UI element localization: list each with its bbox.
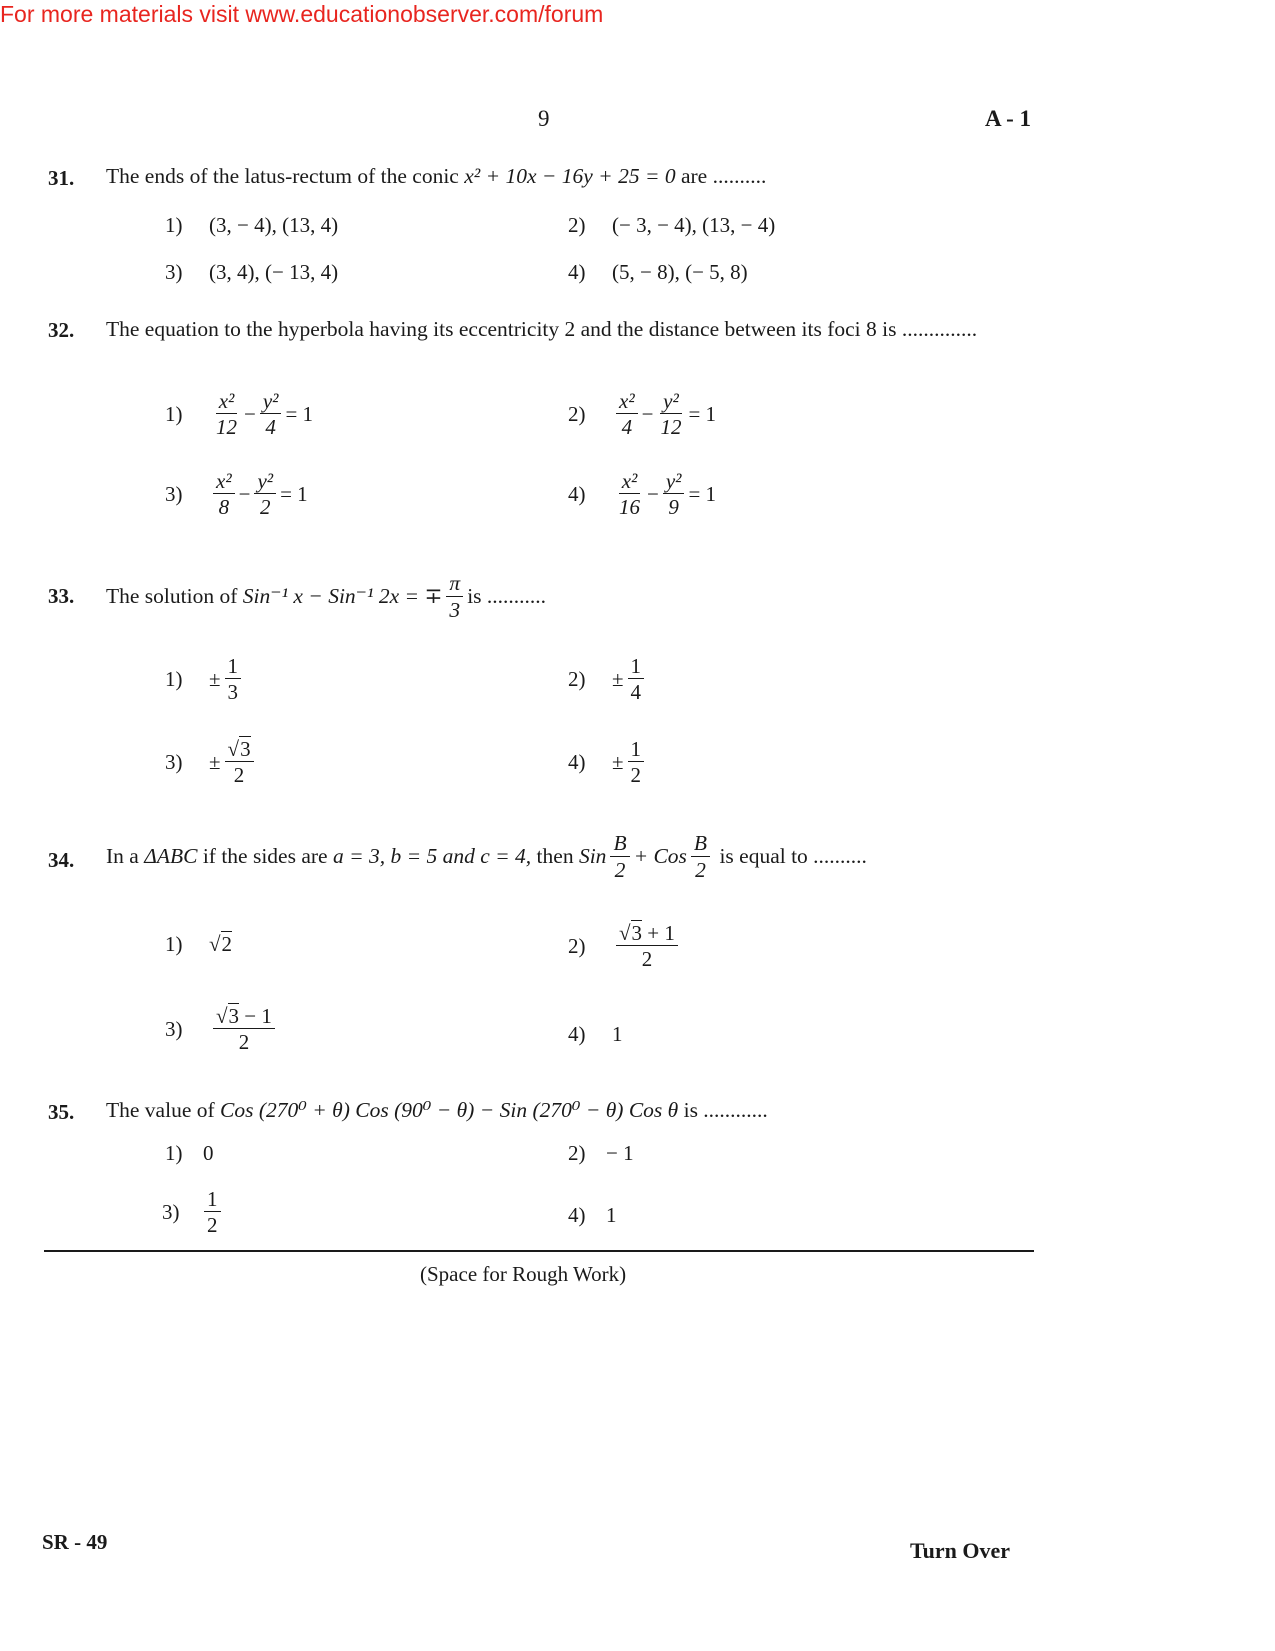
option-1[interactable]: 1) (3, − 4), (13, 4) — [165, 213, 339, 237]
option-3[interactable]: 3) $\frac{1}{2}$ — [162, 1188, 225, 1236]
question-text: The value of Cos (270⁰ + θ) Cos (90⁰ − θ) − Sin (270⁰ − θ) Cos θ is ............ — [106, 1098, 768, 1122]
question-text: In a ΔABC if the sides are a = 3, b = 5 and c = 4, then Sin $\frac{B}{2}$ + Cos $\frac{B}{2}$ is equal to .......... — [106, 831, 867, 882]
question-text: The ends of the latus-rectum of the conic x² + 10x − 16y + 25 = 0 are .......... — [106, 164, 767, 188]
set-code: A - 1 — [985, 106, 1031, 131]
option-3[interactable]: 3) (3, 4), (− 13, 4) — [165, 260, 339, 284]
option-2[interactable]: 2) ± $\frac{1}{4}$ — [568, 655, 648, 703]
question-text: The solution of Sin⁻¹ x − Sin⁻¹ 2x = ∓ $\frac{\pi}{3}$ is ........... — [106, 571, 547, 622]
question-number: 35. — [48, 1100, 75, 1124]
question-number: 34. — [48, 848, 75, 872]
option-2[interactable]: 2) − 1 — [568, 1141, 634, 1165]
sides-values: a = 3, b = 5 and c = 4, — [332, 844, 532, 869]
option-1[interactable]: 1) 0 — [165, 1141, 214, 1165]
option-4[interactable]: 4) (5, − 8), (− 5, 8) — [568, 260, 748, 284]
option-4[interactable]: 4) 1 — [568, 1203, 617, 1227]
rough-work-label: (Space for Rough Work) — [420, 1262, 627, 1286]
question-text: The equation to the hyperbola having its eccentricity 2 and the distance between its foci 8 is .............. — [106, 317, 978, 341]
question-number: 31. — [48, 166, 75, 190]
inverse-sine-expression: Sin⁻¹ x − Sin⁻¹ 2x = ∓ — [242, 584, 443, 609]
option-3[interactable]: 3) $\frac{\text{x²}}{8}$ − $\frac{\text{y²}}{2}$ = 1 — [165, 469, 308, 520]
option-3[interactable]: 3) $\frac{√3 - 1}{2}$ — [165, 1005, 279, 1053]
option-2[interactable]: 2) $\frac{√3 + 1}{2}$ — [568, 922, 682, 970]
question-number: 32. — [48, 318, 75, 342]
option-4[interactable]: 4) $\frac{\text{x²}}{16}$ − $\frac{\text{y²}}{9}$ = 1 — [568, 469, 717, 520]
paper-code: SR - 49 — [42, 1530, 108, 1554]
option-4[interactable]: 4) 1 — [568, 1022, 623, 1046]
page-number: 9 — [538, 106, 550, 131]
triangle-label: ΔABC — [144, 844, 198, 869]
option-2[interactable]: 2) (− 3, − 4), (13, − 4) — [568, 213, 776, 237]
trig-expression: Cos (270⁰ + θ) Cos (90⁰ − θ) − Sin (270⁰ − θ) Cos θ — [220, 1098, 679, 1122]
option-2[interactable]: 2) $\frac{\text{x²}}{4}$ − $\frac{\text{y²}}{12}$ = 1 — [568, 389, 717, 440]
divider-line — [44, 1250, 1034, 1252]
option-4[interactable]: 4) ± $\frac{1}{2}$ — [568, 738, 648, 786]
watermark-link[interactable]: For more materials visit www.educationobserver.com/forum — [0, 1, 604, 27]
option-3[interactable]: 3) ± $\frac{√3}{2}$ — [165, 738, 258, 786]
option-1[interactable]: 1) $\frac{\text{x²}}{12}$ − $\frac{\text{y²}}{4}$ = 1 — [165, 389, 314, 440]
turn-over-label: Turn Over — [910, 1538, 1011, 1563]
conic-equation: x² + 10x − 16y + 25 = 0 — [464, 164, 676, 188]
question-number: 33. — [48, 584, 75, 608]
option-1[interactable]: 1) √2 — [165, 932, 233, 956]
option-1[interactable]: 1) ± $\frac{1}{3}$ — [165, 655, 245, 703]
